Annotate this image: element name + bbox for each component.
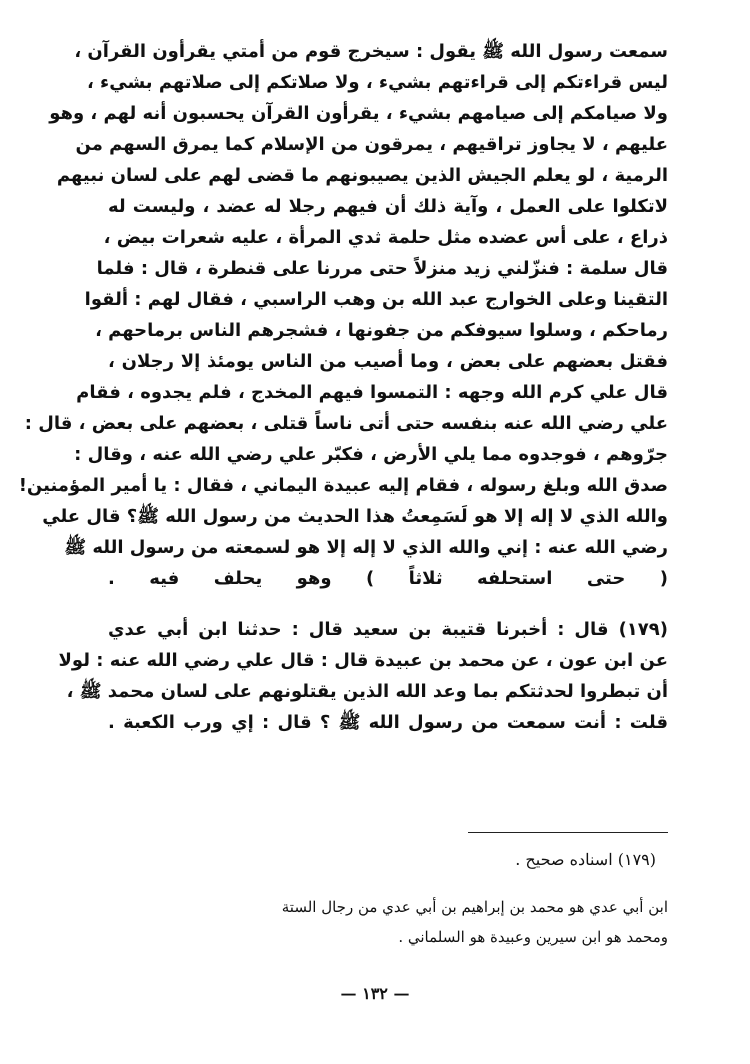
text-line: قال سلمة : فنزّلني زيد منزلاً حتى مررنا على قنطرة ، قال : فلما	[96, 258, 668, 279]
text-line: علي رضي الله عنه بنفسه حتى أتى ناساً قتلى ، بعضهم على بعض ، قال :	[24, 413, 668, 434]
text-line: رضي الله عنه : إني والله الذي لا إله إلا هو لسمعته من رسول الله ﷺ	[64, 537, 668, 558]
text-line: ليس قراءتكم إلى قراءتهم بشيء ، ولا صلاتكم إلى صلاتهم بشيء ،	[86, 72, 668, 93]
paragraph-hadith-text	[18, 36, 668, 594]
text-line: لاتكلوا على العمل ، وآية ذلك أن فيهم رجلا له عضد ، وليست له	[108, 196, 668, 217]
paragraph-hadith-179	[58, 614, 668, 738]
text-line: عليهم ، لا يجاوز تراقيهم ، يمرقون من الإسلام كما يمرق السهم من	[75, 134, 668, 155]
text-line: قال علي كرم الله وجهه : التمسوا فيهم المخدج ، فلم يجدوه ، فقام	[76, 382, 668, 403]
text-line: جرّوهم ، فوجدوه مما يلي الأرض ، فكبّر علي رضي الله عنه ، وقال :	[74, 444, 668, 465]
text-line: عن ابن عون ، عن محمد بن عبيدة قال : قال علي رضي الله عنه : لولا	[58, 650, 668, 671]
text-line: قلت : أنت سمعت من رسول الله ﷺ ؟ قال : إي ورب الكعبة .	[108, 712, 668, 733]
footnote-line: ومحمد هو ابن سيرين وعبيدة هو السلماني .	[398, 928, 668, 946]
text-line: رماحكم ، وسلوا سيوفكم من جفونها ، فشجرهم الناس برماحهم ،	[95, 320, 668, 341]
footnote-text	[108, 892, 668, 952]
paragraph-gap	[108, 594, 668, 614]
page-number: — ١٣٢ —	[340, 984, 410, 1003]
footnote-heading: (١٧٩) اسناده صحيح .	[515, 850, 656, 869]
text-line: (١٧٩) قال : أخبرنا قتيبة بن سعيد قال : حدثنا ابن أبي عدي	[108, 619, 668, 640]
text-line: سمعت رسول الله ﷺ يقول : سيخرج قوم من أمتي يقرأون القرآن ،	[74, 41, 668, 62]
main-text	[18, 36, 668, 738]
text-line: ولا صيامكم إلى صيامهم بشيء ، يقرأون القرآن يحسبون أنه لهم ، وهو	[49, 103, 668, 124]
text-line: الرمية ، لو يعلم الجيش الذين يصيبونهم ما قضى لهم على لسان نبيهم	[56, 165, 668, 186]
text-line: ( حتى استحلفه ثلاثاً ) وهو يحلف فيه .	[108, 568, 668, 589]
text-line: فقتل بعضهم على بعض ، وما أصيب من الناس يومئذ إلا رجلان ،	[108, 351, 668, 372]
text-line: أن تبطروا لحدثتكم بما وعد الله الذين يقتلونهم على لسان محمد ﷺ ،	[66, 681, 668, 702]
footnote-line: ابن أبي عدي هو محمد بن إبراهيم بن أبي عدي من رجال الستة	[281, 898, 668, 916]
footnote-separator	[468, 832, 668, 833]
text-line: ذراع ، على أس عضده مثل حلمة ثدي المرأة ، عليه شعرات بيض ،	[103, 227, 668, 248]
text-line: والله الذي لا إله إلا هو لَسَمِعتُ هذا الحديث من رسول الله ﷺ؟ قال علي	[42, 506, 668, 527]
text-line: التقينا وعلى الخوارج عبد الله بن وهب الراسبي ، فقال لهم : ألقوا	[84, 289, 668, 310]
text-line: صدق الله وبلغ رسوله ، فقام إليه عبيدة اليماني ، فقال : يا أمير المؤمنين!	[18, 475, 668, 496]
